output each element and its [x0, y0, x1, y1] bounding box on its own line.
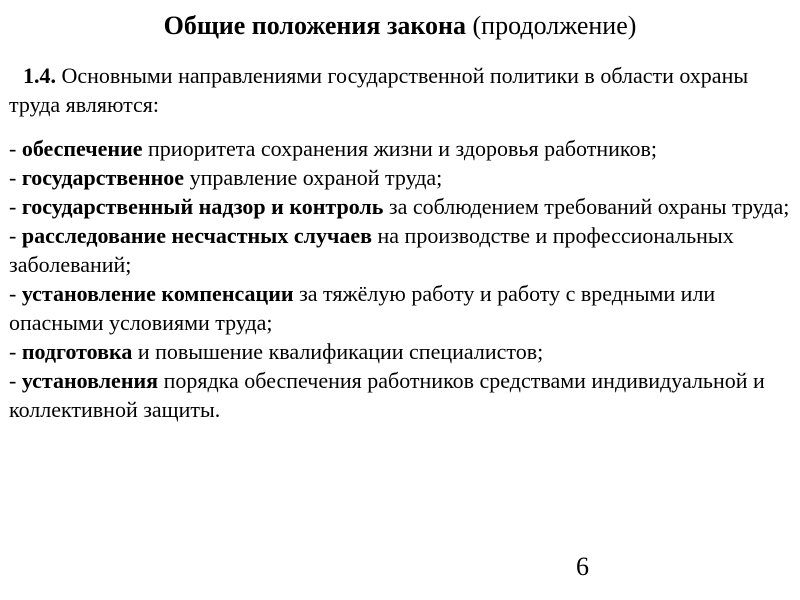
- list-item: [9, 163, 794, 192]
- section-number: 1.4.: [23, 63, 56, 88]
- list-item-key: подготовка: [21, 339, 133, 364]
- slide-title-bold: Общие положения закона: [163, 11, 467, 40]
- list-item: [9, 134, 794, 163]
- list-item-key: государственный надзор и контроль: [21, 194, 384, 219]
- list-item-dash: -: [9, 339, 22, 364]
- list-item-text: за соблюдением требований охраны труда;: [383, 194, 790, 219]
- list-item-dash: -: [9, 194, 22, 219]
- list-item-key: установление компенсации: [21, 281, 294, 306]
- page-number: 6: [576, 552, 589, 581]
- list-item-dash: -: [9, 136, 22, 161]
- slide-title-rest: (продолжение): [466, 11, 637, 40]
- list-item-key: расследование несчастных случаев: [21, 223, 373, 248]
- list-item-text: порядка обеспечения работников средствами индивидуальной и коллективной защиты.: [9, 368, 765, 422]
- list-item-key: обеспечение: [21, 136, 143, 161]
- list-item-dash: -: [9, 165, 22, 190]
- list-item-dash: -: [9, 223, 22, 248]
- list-item-text: на производстве и профессиональных заболеваний;: [9, 223, 734, 277]
- list-item: [9, 221, 794, 279]
- list-item-key: государственное: [21, 165, 185, 190]
- list-item-text: и повышение квалификации специалистов;: [132, 339, 544, 364]
- list-item-text: управление охраной труда;: [184, 165, 443, 190]
- list-item: [9, 192, 794, 221]
- policy-directions-list: [9, 134, 794, 424]
- list-item-text: приоритета сохранения жизни и здоровья работников;: [142, 136, 657, 161]
- list-item-dash: -: [9, 368, 22, 393]
- intro-paragraph: [9, 61, 789, 119]
- intro-text: Основными направлениями государственной политики в области охраны труда являются:: [9, 63, 749, 117]
- list-item: [9, 366, 794, 424]
- list-item: [9, 337, 794, 366]
- list-item: [9, 279, 794, 337]
- list-item-key: установления: [21, 368, 159, 393]
- slide-title: [0, 10, 800, 42]
- list-item-text: за тяжёлую работу и работу с вредными или опасными условиями труда;: [9, 281, 716, 335]
- list-item-dash: -: [9, 281, 22, 306]
